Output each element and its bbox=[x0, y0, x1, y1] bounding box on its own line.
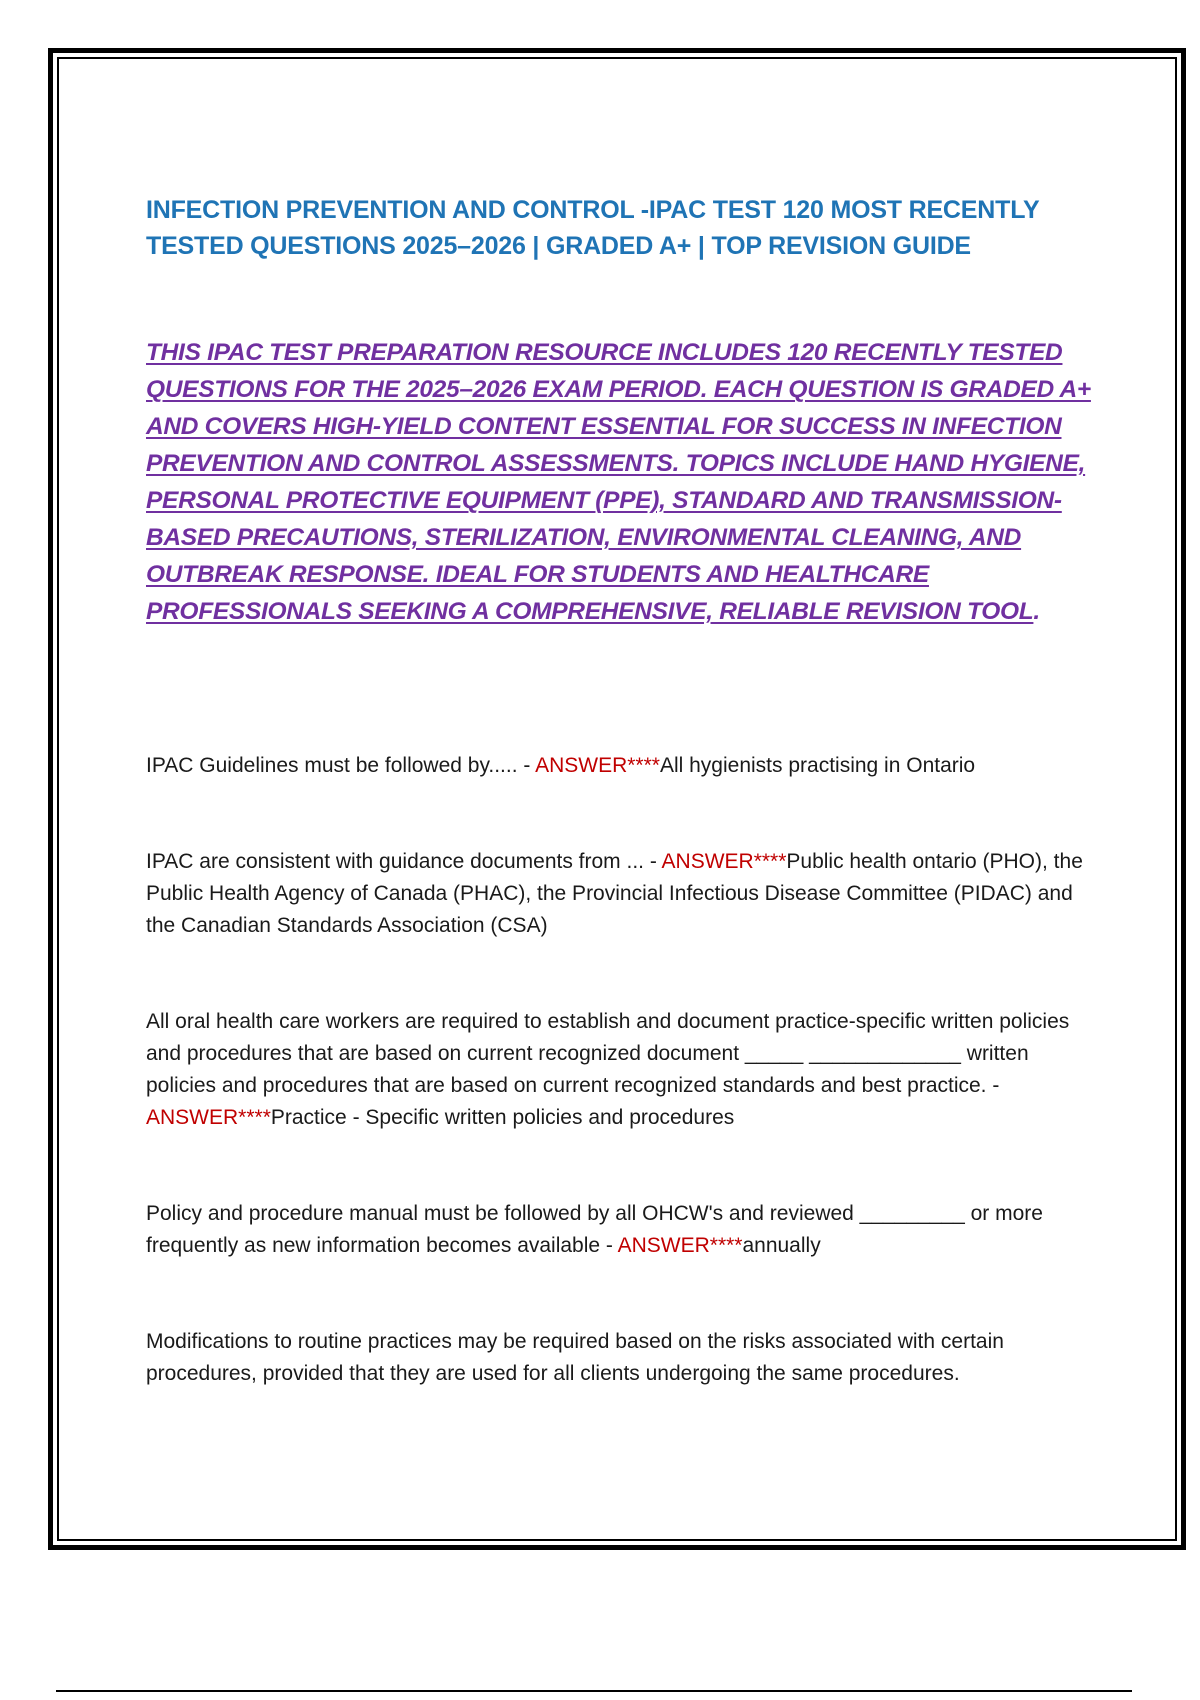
answer-text: All hygienists practising in Ontario bbox=[659, 754, 976, 777]
document-summary bbox=[146, 334, 1096, 630]
qa-item bbox=[146, 1198, 1096, 1262]
qa-item bbox=[146, 846, 1096, 942]
summary-end: . bbox=[1033, 598, 1040, 625]
question-text: IPAC are consistent with guidance documents from ... - bbox=[146, 850, 662, 873]
qa-item bbox=[146, 750, 1096, 782]
next-page-top-rule bbox=[56, 1690, 1132, 1692]
qa-list bbox=[146, 750, 1096, 1390]
answer-label: ANSWER**** bbox=[535, 754, 660, 777]
answer-text: Public health ontario (PHO), the Public Health Agency of Canada (PHAC), the Provincial Infectious Disease Committee (PIDAC) and the Canadian Standards Association (CSA) bbox=[146, 850, 1083, 937]
question-text: IPAC Guidelines must be followed by..... - bbox=[146, 754, 536, 777]
answer-text: Practice - Specific written policies and procedures bbox=[270, 1106, 735, 1129]
answer-text: annually bbox=[742, 1234, 821, 1257]
note-paragraph: Modifications to routine practices may be required based on the risks associated with certain procedures, provided that they are used for all clients undergoing the same procedures. bbox=[146, 1330, 1004, 1385]
document-content bbox=[146, 192, 1096, 1390]
answer-label: ANSWER**** bbox=[617, 1234, 743, 1257]
question-text: All oral health care workers are required to establish and document practice-specific written policies and procedures that are based on current recognized document _____ _____________ written policies and procedures that are based on current recognized standards and best practice. - bbox=[146, 1010, 1070, 1097]
document-title: INFECTION PREVENTION AND CONTROL -IPAC TEST 120 MOST RECENTLY TESTED QUESTIONS 2025–2026 | GRADED A+ | TOP REVISION GUIDE bbox=[146, 196, 1039, 260]
answer-label: ANSWER**** bbox=[661, 850, 787, 873]
question-text: Policy and procedure manual must be followed by all OHCW's and reviewed _________ or more frequently as new information becomes available - bbox=[146, 1202, 1043, 1257]
qa-item bbox=[146, 1006, 1096, 1134]
summary-text: THIS IPAC TEST PREPARATION RESOURCE INCLUDES 120 RECENTLY TESTED QUESTIONS FOR THE 2025–2026 EXAM PERIOD. EACH QUESTION IS GRADED A+ AND COVERS HIGH-YIELD CONTENT ESSENTIAL FOR SUCCESS IN INFECTION PREVENTION AND CONTROL ASSESSMENTS. TOPICS INCLUDE HAND HYGIENE, PERSONAL PROTECTIVE EQUIPMENT (PPE), STANDARD AND TRANSMISSION-BASED PRECAUTIONS, STERILIZATION, ENVIRONMENTAL CLEANING, AND OUTBREAK RESPONSE. IDEAL FOR STUDENTS AND HEALTHCARE PROFESSIONALS SEEKING A COMPREHENSIVE, RELIABLE REVISION TOOL bbox=[146, 339, 1091, 625]
answer-label: ANSWER**** bbox=[146, 1106, 271, 1129]
